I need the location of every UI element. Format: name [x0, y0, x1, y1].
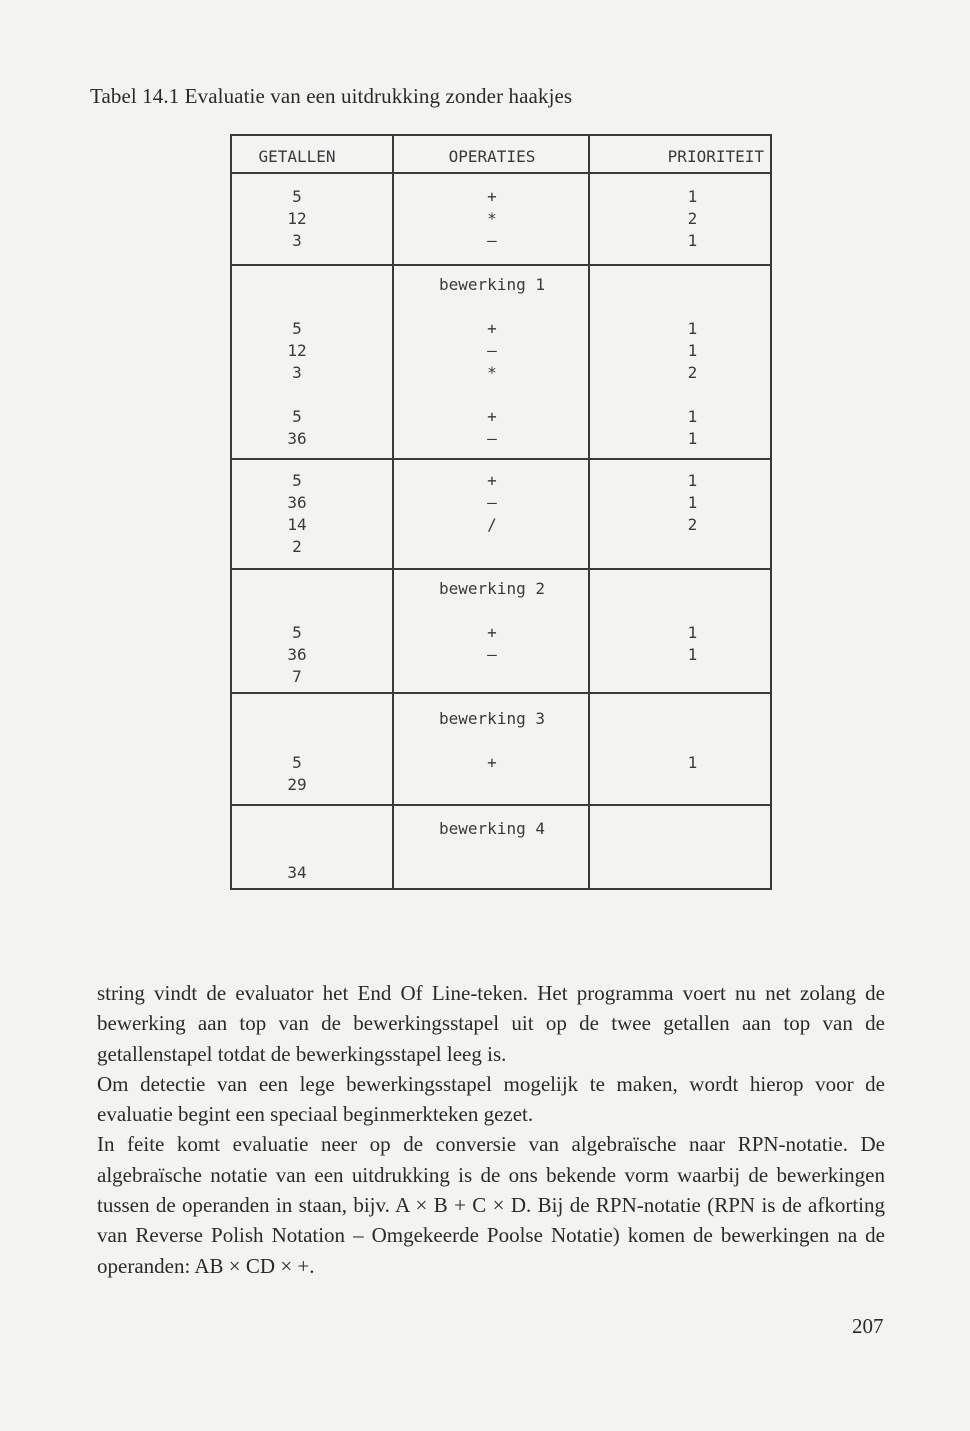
- operation-label: bewerking 2: [439, 579, 545, 598]
- number-cell: 2: [292, 537, 302, 556]
- operator-cell: +: [487, 623, 497, 642]
- priority-cell: 1: [687, 341, 698, 360]
- number-cell: 5: [292, 623, 302, 642]
- number-cell: 29: [287, 775, 307, 794]
- number-cell: 5: [292, 187, 302, 206]
- operator-cell: +: [487, 471, 497, 490]
- number-cell: 12: [287, 341, 307, 360]
- priority-cell: 1: [687, 407, 698, 426]
- row-divider: [232, 264, 770, 266]
- paragraph: In feite komt evaluatie neer op de conversie van algebraïsche naar RPN-notatie. De algebraïsche notatie van een uitdrukking is de ons bekende vorm waarbij de bewerkingen tussen de operanden in staan, bijv. A × B + C × D. Bij de RPN-notatie (RPN is de afkorting van Reverse Polish Notation – Omgekeerde Poolse Notatie) komen de bewerkingen na de operanden: AB × CD × +.: [97, 1132, 885, 1278]
- number-cell: 5: [292, 319, 302, 338]
- number-cell: 14: [287, 515, 307, 534]
- operator-cell: –: [487, 645, 497, 664]
- priority-cell: 1: [687, 493, 698, 512]
- page-number: 207: [852, 1314, 884, 1338]
- operation-label: bewerking 3: [439, 709, 545, 728]
- operator-cell: *: [487, 363, 497, 382]
- row-divider: [232, 692, 770, 694]
- operator-cell: +: [487, 319, 497, 338]
- number-cell: 36: [287, 493, 307, 512]
- row-divider: [232, 568, 770, 570]
- priority-cell: 1: [687, 231, 698, 250]
- evaluation-table: [230, 134, 772, 890]
- operator-cell: –: [487, 341, 497, 360]
- priority-cell: 2: [687, 515, 698, 534]
- number-cell: 36: [287, 429, 307, 448]
- operator-cell: +: [487, 187, 497, 206]
- number-cell: 7: [292, 667, 302, 686]
- priority-cell: 1: [687, 429, 698, 448]
- operator-cell: /: [487, 515, 497, 534]
- priority-cell: 1: [687, 753, 698, 772]
- priority-cell: 1: [687, 187, 698, 206]
- header-operaties: OPERATIES: [448, 147, 536, 166]
- number-cell: 5: [292, 471, 302, 490]
- number-cell: 36: [287, 645, 307, 664]
- body-text: [97, 978, 885, 1281]
- number-cell: 5: [292, 753, 302, 772]
- header-divider: [232, 172, 770, 174]
- row-divider: [232, 458, 770, 460]
- paragraph: Om detectie van een lege bewerkingsstapel mogelijk te maken, wordt hierop voor de evaluatie begint een speciaal beginmerkteken gezet.: [97, 1071, 885, 1127]
- operator-cell: –: [487, 493, 497, 512]
- operator-cell: –: [487, 231, 497, 250]
- priority-cell: 2: [687, 209, 698, 228]
- operation-label: bewerking 1: [439, 275, 545, 294]
- number-cell: 3: [292, 231, 302, 250]
- priority-cell: 2: [687, 363, 698, 382]
- priority-cell: 1: [687, 645, 698, 664]
- operator-cell: +: [487, 753, 497, 772]
- header-prioriteit: PRIORITEIT: [667, 147, 764, 166]
- operator-cell: –: [487, 429, 497, 448]
- operation-label: bewerking 4: [439, 819, 545, 838]
- priority-cell: 1: [687, 471, 698, 490]
- number-cell: 5: [292, 407, 302, 426]
- table-caption: Tabel 14.1 Evaluatie van een uitdrukking zonder haakjes: [90, 84, 573, 108]
- priority-cell: 1: [687, 319, 698, 338]
- number-cell: 34: [287, 863, 307, 882]
- priority-cell: 1: [687, 623, 698, 642]
- paragraph: string vindt de evaluator het End Of Line-teken. Het programma voert nu net zolang de bewerking aan top van de bewerkingsstapel uit op de twee getallen aan top van de getallenstapel totdat de bewerkingsstapel leeg is.: [97, 981, 885, 1066]
- row-divider: [232, 804, 770, 806]
- operator-cell: *: [487, 209, 497, 228]
- number-cell: 12: [287, 209, 307, 228]
- operator-cell: +: [487, 407, 497, 426]
- header-getallen: GETALLEN: [258, 147, 336, 166]
- number-cell: 3: [292, 363, 302, 382]
